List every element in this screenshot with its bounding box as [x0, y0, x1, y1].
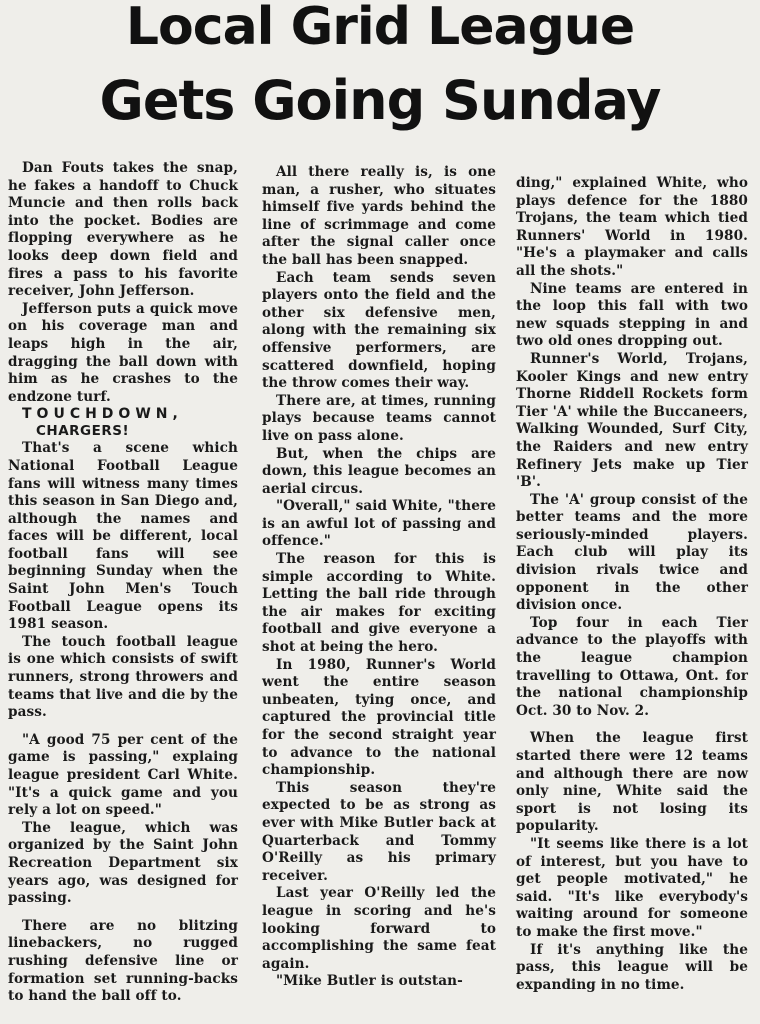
article-column-1 [8, 160, 238, 1006]
subhead: TOUCHDOWN, [22, 406, 183, 423]
paragraph: There are no blitzing linebackers, no rugged rushing defensive line or formation set running-backs to hand the ball off to. [8, 917, 238, 1005]
paragraph: ding," explained White, who plays defence for the 1880 Trojans, the team which tied Runners' World in 1980. "He's a playmaker and calls all the shots." [516, 175, 748, 279]
paragraph: That's a scene which National Football League fans will witness many times this season in San Diego and, although the names and faces will be different, local football fans will see beginning Sunday when the Saint John Men's Touch Football League opens its 1981 season. [8, 440, 238, 633]
paragraph: When the league first started there were 12 teams and although there are now only nine, White said the sport is not losing its popularity. [516, 730, 748, 835]
paragraph: Top four in each Tier advance to the playoffs with the league champion travelling to Ottawa, Ont. for the national championship Oct. 30 to Nov. 2. [516, 614, 748, 719]
paragraph: If it's anything like the pass, this league will be expanding in no time. [516, 941, 748, 993]
paragraph: Jefferson puts a quick move on his coverage man and leaps high in the air, dragging the ball down with him as he crashes to the endzone turf. [8, 300, 238, 405]
paragraph: The touch football league is one which consists of swift runners, strong throwers and teams that live and die by the pass. [8, 633, 238, 721]
paragraph: "A good 75 per cent of the game is passing," explaing league president Carl White. "It's a quick game and you rely a lot on speed." [8, 731, 238, 819]
article-column-3 [516, 175, 748, 994]
subhead: CHARGERS! [36, 423, 130, 440]
headline [0, 0, 760, 136]
paragraph: The league, which was organized by the Saint John Recreation Department six years ago, was designed for passing. [8, 819, 238, 907]
paragraph: Each team sends seven players onto the field and the other six defensive men, along with the remaining six offensive performers, are scattered downfield, hoping the throw comes their way. [262, 269, 496, 392]
paragraph: Nine teams are entered in the loop this fall with two new squads stepping in and two old ones dropping out. [516, 280, 748, 350]
paragraph: The reason for this is simple according to White. Letting the ball ride through the air makes for exciting football and give everyone a shot at being the hero. [262, 551, 496, 656]
paragraph: The 'A' group consist of the better teams and the more seriously-minded players. Each club will play its division rivals twice and opponent in the other division once. [516, 491, 748, 614]
paragraph: In 1980, Runner's World went the entire season unbeaten, tying once, and captured the provincial title for the second straight year to advance to the national championship. [262, 656, 496, 779]
paragraph: "Overall," said White, "there is an awful lot of passing and offence." [262, 498, 496, 550]
paragraph: "Mike Butler is outstan- [276, 973, 463, 990]
paragraph: Runner's World, Trojans, Kooler Kings and new entry Thorne Riddell Rockets form Tier 'A' while the Buccaneers, Walking Wounded, Surf City, the Raiders and new entry Refinery Jets make up Tier 'B'. [516, 350, 748, 491]
article-column-2 [262, 164, 496, 991]
paragraph: This season they're expected to be as strong as ever with Mike Butler back at Quarterback and Tommy O'Reilly as his primary receiver. [262, 779, 496, 884]
headline-line-1: Local Grid League [125, 0, 635, 57]
paragraph: But, when the chips are down, this league becomes an aerial circus. [262, 445, 496, 497]
paragraph: All there really is, is one man, a rusher, who situates himself five yards behind the line of scrimmage and come after the signal caller once the ball has been snapped. [262, 164, 496, 268]
paragraph: Dan Fouts takes the snap, he fakes a handoff to Chuck Muncie and then rolls back into the pocket. Bodies are flopping everywhere as he looks deep down field and fires a pass to his favorite receiver, John Jefferson. [8, 160, 238, 300]
paragraph: There are, at times, running plays because teams cannot live on pass alone. [262, 392, 496, 444]
paragraph: Last year O'Reilly led the league in scoring and he's looking forward to accomplishing the same feat again. [262, 885, 496, 972]
paragraph: "It seems like there is a lot of interest, but you have to get people motivated," he said. "It's like everybody's waiting around for someone to make the first move." [516, 835, 748, 940]
headline-line-2: Gets Going Sunday [99, 69, 661, 132]
